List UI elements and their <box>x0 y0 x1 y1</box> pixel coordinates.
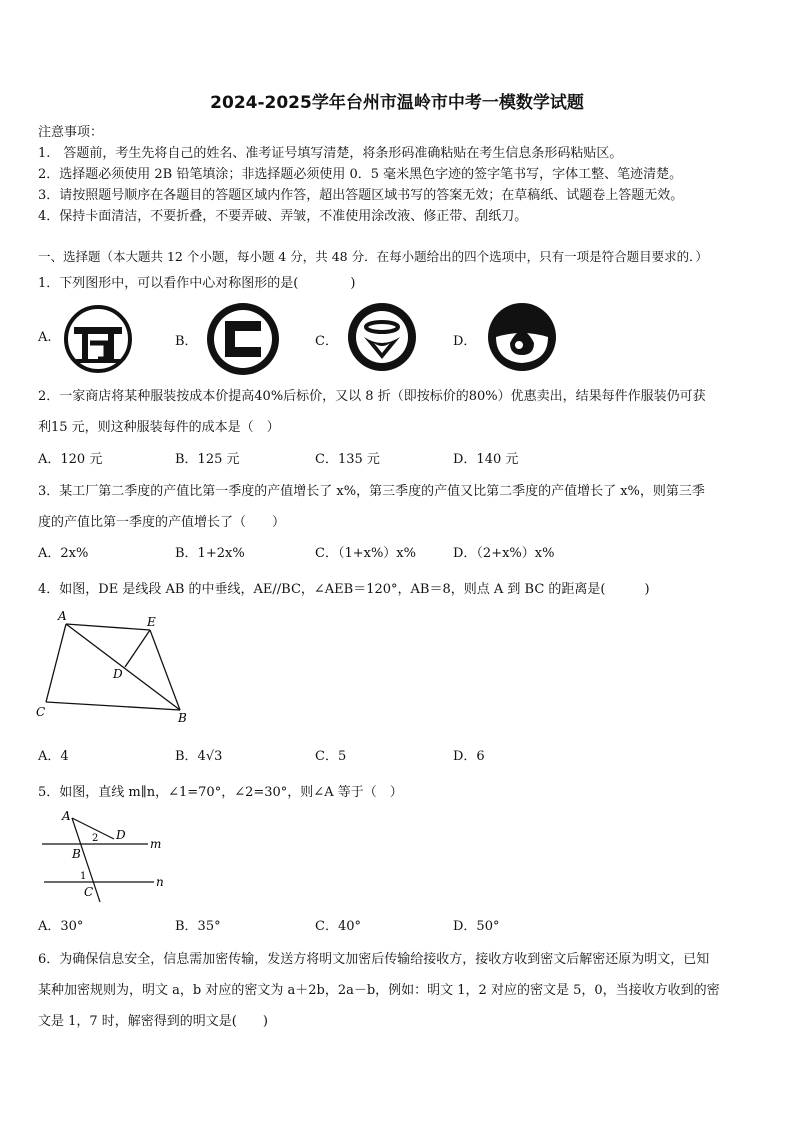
q5-option-b: B．35° <box>175 919 221 934</box>
q3-stem-line2: 度的产值比第一季度的产值增长了（ ） <box>38 515 286 530</box>
q4-stem: 4．如图，DE 是线段 AB 的中垂线，AE//BC，∠AEB＝120°，AB＝8，则点 A 到 BC 的距离是( ) <box>38 582 650 597</box>
q5-point-a: A <box>62 809 71 823</box>
q4-point-c: C <box>36 705 46 719</box>
q5-point-d: D <box>116 828 126 842</box>
section-heading: 一、选择题（本大题共 12 个小题，每小题 4 分，共 48 分．在每小题给出的四个选项中，只有一项是符合题目要求的．） <box>38 249 708 264</box>
q1-emblem-c <box>344 299 420 375</box>
q4-figure <box>30 606 200 728</box>
q4-option-d: D．6 <box>453 749 485 764</box>
q6-stem-line1: 6．为确保信息安全，信息需加密传输，发送方将明文加密后传输给接收方，接收方收到密文后解密还原为明文，已知 <box>38 952 710 967</box>
q4-option-c: C．5 <box>315 749 347 764</box>
q5-angle-1: 1 <box>80 871 87 882</box>
page-title: 2024-2025学年台州市温岭市中考一模数学试题 <box>210 93 584 113</box>
q6-stem-line2: 某种加密规则为，明文 a，b 对应的密文为 a＋2b，2a－b，例如：明文 1，2 对应的密文是 5，0，当接收方收到的密 <box>38 983 720 998</box>
q1-emblem-b <box>203 299 283 379</box>
q4-point-a: A <box>58 609 67 623</box>
q6-stem-line3: 文是 1，7 时，解密得到的明文是( ) <box>38 1014 268 1029</box>
q1-stem: 1．下列图形中，可以看作中心对称图形的是( ) <box>38 276 356 291</box>
q1-option-d-label: D． <box>453 334 477 349</box>
q3-option-a: A．2x% <box>38 546 89 561</box>
q5-option-a: A．30° <box>38 919 84 934</box>
q3-option-b: B．1+2x% <box>175 546 245 561</box>
notice-item: 4．保持卡面清洁，不要折叠，不要弄破、弄皱，不准使用涂改液、修正带、刮纸刀。 <box>38 209 528 224</box>
q1-option-a-label: A. <box>38 330 52 345</box>
q2-stem-line2: 利15 元，则这种服装每件的成本是（ ） <box>38 420 280 435</box>
q4-point-e: E <box>147 615 156 629</box>
q4-point-b: B <box>178 711 187 725</box>
q2-option-d: D．140 元 <box>453 452 519 467</box>
q5-option-c: C．40° <box>315 919 361 934</box>
q3-option-d: D．（2+x%）x% <box>453 546 555 561</box>
q5-point-c: C <box>84 885 94 899</box>
q2-stem-line1: 2．一家商店将某种服装按成本价提高40%后标价，又以 8 折（即按标价的80%）优惠卖出，结果每件作服装仍可获 <box>38 389 706 404</box>
q2-option-b: B．125 元 <box>175 452 240 467</box>
q2-option-c: C．135 元 <box>315 452 380 467</box>
q5-line-m: m <box>150 837 162 851</box>
q5-option-d: D．50° <box>453 919 500 934</box>
q5-angle-2: 2 <box>92 833 99 844</box>
notice-item: 2．选择题必须使用 2B 铅笔填涂；非选择题必须使用 0．5 毫米黑色字迹的签字笔书写，字体工整、笔迹清楚。 <box>38 167 683 182</box>
q1-emblem-a <box>62 303 134 375</box>
q3-stem-line1: 3．某工厂第二季度的产值比第一季度的产值增长了 x%，第三季度的产值又比第二季度的产值增长了 x%，则第三季 <box>38 484 705 499</box>
q5-figure <box>36 806 176 906</box>
q5-stem: 5．如图，直线 m∥n，∠1=70°，∠2=30°，则∠A 等于（ ） <box>38 785 403 800</box>
q1-option-c-label: C． <box>315 334 338 349</box>
notice-heading: 注意事项： <box>38 125 104 140</box>
q5-line-n: n <box>156 875 164 889</box>
q5-point-b: B <box>72 847 81 861</box>
q2-option-a: A．120 元 <box>38 452 103 467</box>
q1-emblem-d <box>484 299 560 375</box>
q1-option-b-label: B． <box>175 334 198 349</box>
q4-option-a: A．4 <box>38 749 69 764</box>
notice-item: 1. 答题前，考生先将自己的姓名、准考证号填写清楚，将条形码准确粘贴在考生信息条形码粘贴区。 <box>38 146 623 161</box>
q3-option-c: C．（1+x%）x% <box>315 546 416 561</box>
notice-item: 3．请按照题号顺序在各题目的答题区域内作答，超出答题区域书写的答案无效；在草稿纸、试题卷上答题无效。 <box>38 188 684 203</box>
q4-option-b: B．4√3 <box>175 749 223 764</box>
q4-point-d: D <box>113 667 123 681</box>
